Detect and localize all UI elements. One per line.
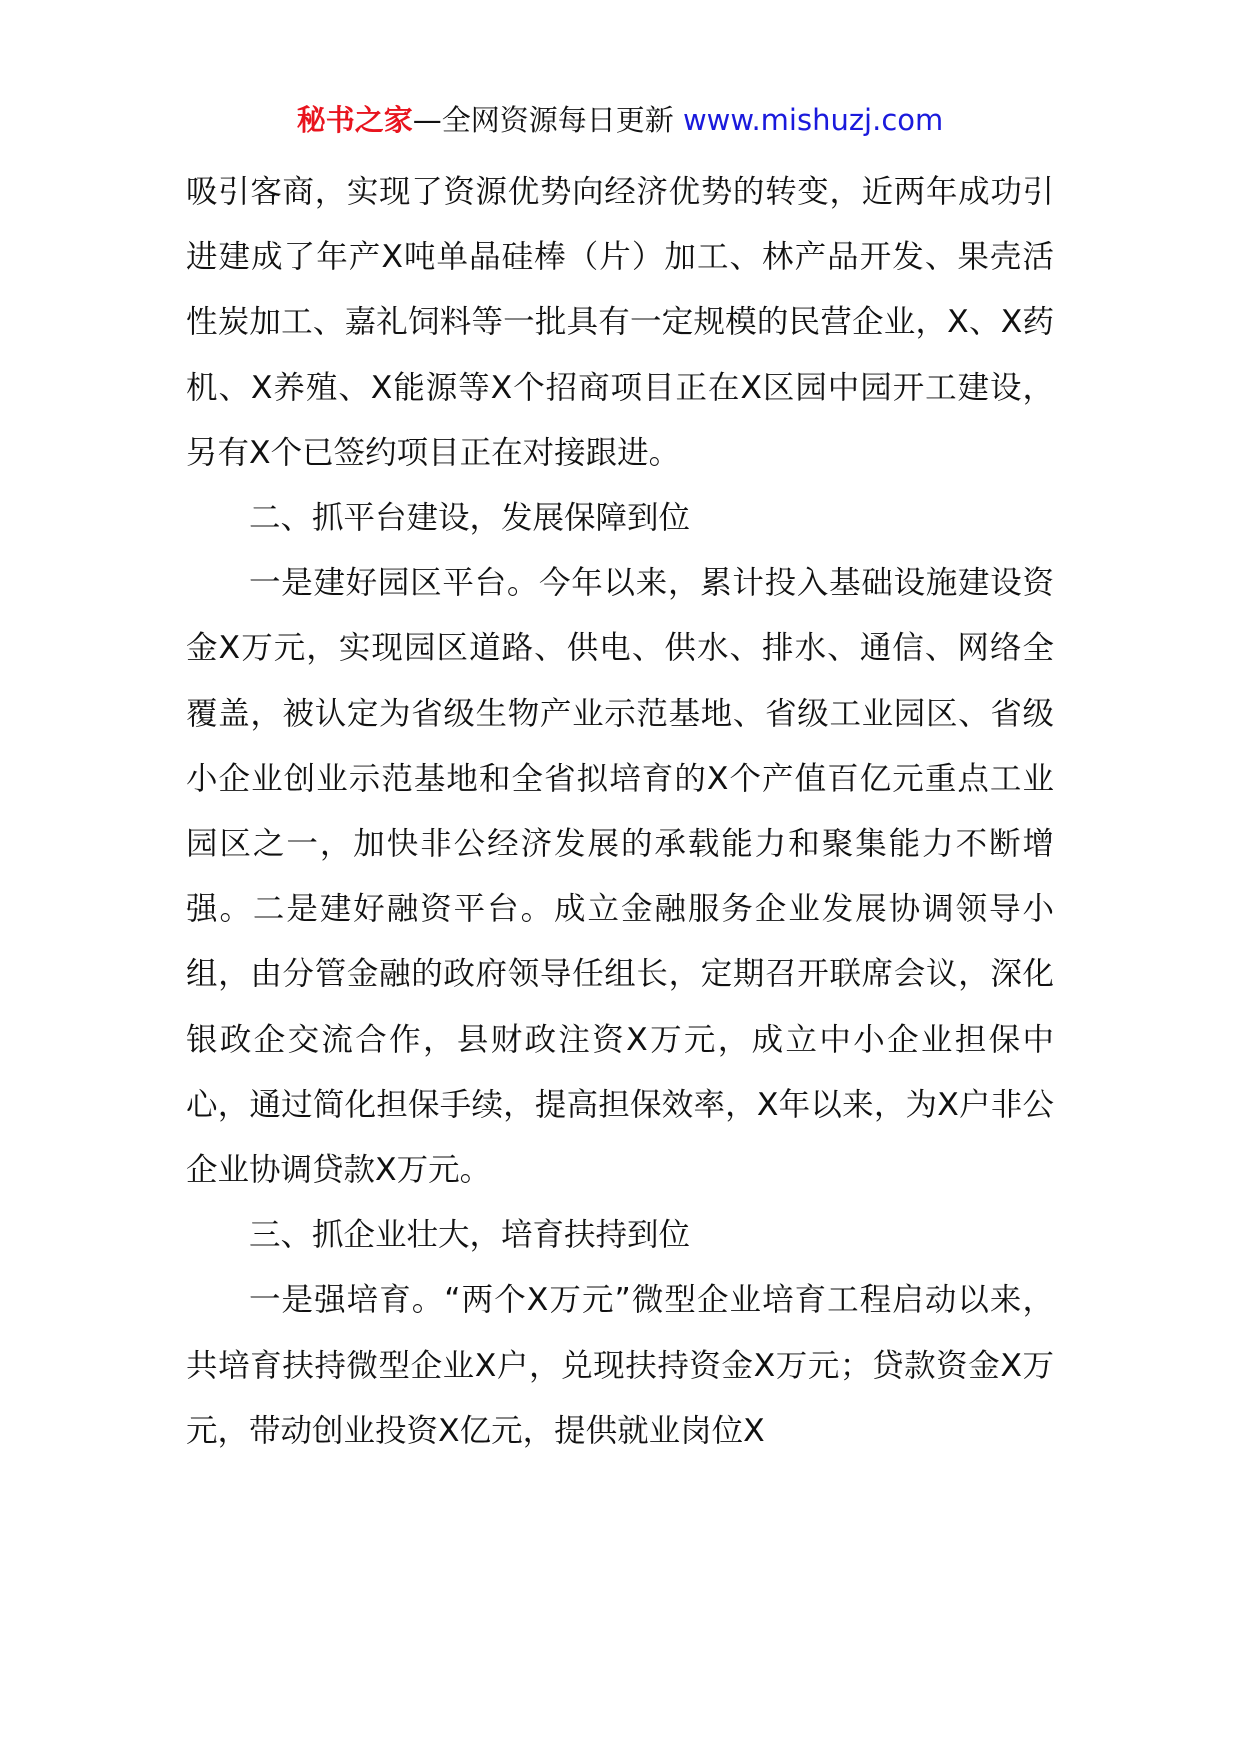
header-tagline: —全网资源每日更新: [412, 103, 674, 137]
paragraph-platform: 一是建好园区平台。今年以来，累计投入基础设施建设资金X万元，实现园区道路、供电、供水、排水、通信、网络全覆盖，被认定为省级生物产业示范基地、省级工业园区、省级小企业创业示范基地和全省拟培育的X个产值百亿元重点工业园区之一，加快非公经济发展的承载能力和聚集能力不断增强。二是建好融资平台。成立金融服务企业发展协调领导小组，由分管金融的政府领导任组长，定期召开联席会议，深化银政企交流合作，县财政注资X万元，成立中小企业担保中心，通过简化担保手续，提高担保效率，X年以来，为X户非公企业协调贷款X万元。: [186, 565, 1054, 1189]
section-heading-2: 二、抓平台建设，发展保障到位: [249, 500, 691, 537]
paragraph-enterprise: 一是强培育。“两个X万元”微型企业培育工程启动以来，共培育扶持微型企业X户，兑现扶持资金X万元；贷款资金X万元，带动创业投资X亿元，提供就业岗位X: [186, 1282, 1054, 1449]
document-body: [186, 160, 1054, 1464]
site-url-link[interactable]: www.mishuzj.com: [682, 103, 944, 137]
paragraph-continuation: 吸引客商，实现了资源优势向经济优势的转变，近两年成功引进建成了年产X吨单晶硅棒（片）加工、林产品开发、果壳活性炭加工、嘉礼饲料等一批具有一定规模的民营企业，X、X药机、X养殖、X能源等X个招商项目正在X区园中园开工建设，另有X个已签约项目正在对接跟进。: [186, 174, 1054, 471]
brand-name: 秘书之家: [296, 103, 413, 137]
page-header: [0, 100, 1240, 140]
section-heading-3: 三、抓企业壮大，培育扶持到位: [249, 1217, 691, 1254]
